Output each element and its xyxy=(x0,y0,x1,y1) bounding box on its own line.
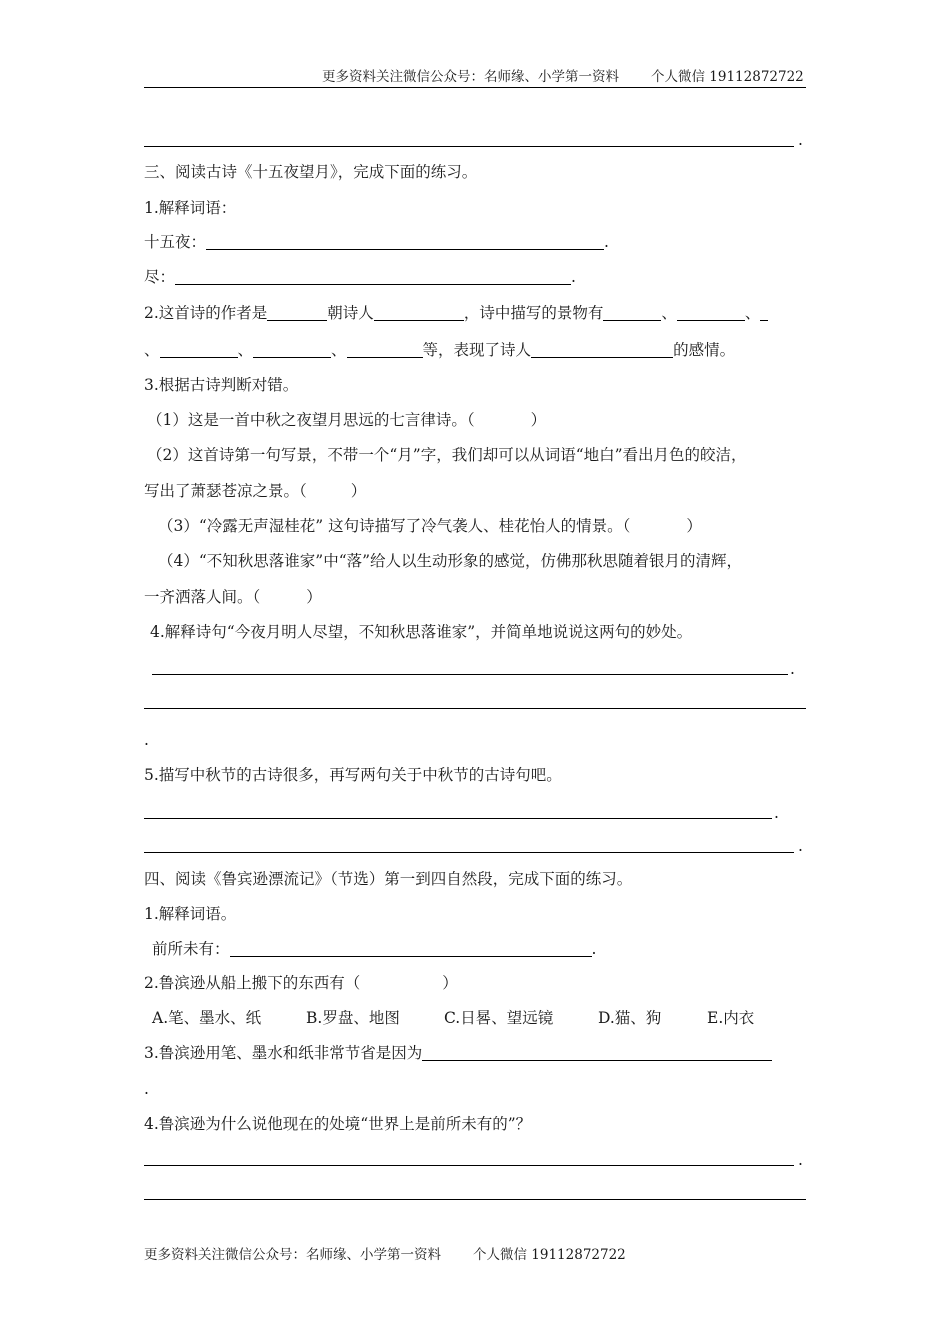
s3-q3-item2-line1: （2）这首诗第一句写景，不带一个“月”字，我们却可以从词语“地白”看出月色的皎洁， xyxy=(147,446,747,464)
option-b[interactable]: B.罗盘、地图 xyxy=(306,1009,400,1027)
s3-q3-item1 xyxy=(147,410,546,430)
s4-q2-label xyxy=(144,973,458,993)
s3-q4-label: 4.解释诗句“今夜月明人尽望，不知秋思落谁家”，并简单地说说这两句的妙处。 xyxy=(150,623,693,641)
footer-text: 更多资料关注微信公众号：名师缘、小学第一资料 xyxy=(144,1247,441,1263)
separator: 、 xyxy=(144,341,160,359)
page-footer xyxy=(144,1246,626,1264)
separator: 、 xyxy=(744,304,761,322)
scene-blank[interactable] xyxy=(677,304,745,321)
footer-contact: 个人微信 19112872722 xyxy=(473,1247,626,1263)
separator: 、 xyxy=(331,341,347,359)
term-label: 前所未有： xyxy=(152,940,230,958)
paren-close: ） xyxy=(530,411,547,429)
answer-line[interactable] xyxy=(152,674,788,675)
period-mark: . xyxy=(798,837,803,855)
s3-q2-line1 xyxy=(144,303,768,323)
q2-text: 2.这首诗的作者是 xyxy=(144,304,268,322)
s3-q2-line2 xyxy=(144,340,735,360)
s4-q1-label: 1.解释词语。 xyxy=(144,905,237,923)
item-text: 一齐洒落人间。（ xyxy=(144,588,261,606)
s4-q3-label xyxy=(144,1043,772,1063)
answer-line[interactable] xyxy=(144,708,806,709)
scene-blank[interactable] xyxy=(160,341,238,358)
header-rule xyxy=(144,87,806,88)
option-e[interactable]: E.内衣 xyxy=(707,1009,755,1027)
item-text: （1）这是一首中秋之夜望月思远的七言律诗。（ xyxy=(147,411,475,429)
dynasty-blank[interactable] xyxy=(267,304,327,321)
s3-q1-term2 xyxy=(144,267,576,287)
header-contact: 个人微信 19112872722 xyxy=(651,69,804,85)
separator: 、 xyxy=(661,304,677,322)
term2-label: 尽： xyxy=(144,268,176,286)
period-mark: . xyxy=(790,660,795,678)
poet-blank[interactable] xyxy=(374,304,464,321)
q2-text: 2.鲁滨逊从船上搬下的东西有（ xyxy=(144,974,361,992)
q2-text: 的感情。 xyxy=(673,341,736,359)
paren-close: ） xyxy=(686,517,702,535)
period-mark: . xyxy=(774,804,779,822)
s3-q1-term1 xyxy=(144,232,609,252)
scene-blank[interactable] xyxy=(347,341,423,358)
term2-blank[interactable] xyxy=(175,268,571,285)
s4-q4-label: 4.鲁滨逊为什么说他现在的处境“世界上是前所未有的”？ xyxy=(144,1115,532,1133)
answer-line[interactable] xyxy=(144,818,772,819)
page-header xyxy=(322,68,804,86)
separator: 、 xyxy=(237,341,254,359)
reason-blank[interactable] xyxy=(422,1044,772,1061)
q2-text: 朝诗人 xyxy=(327,304,374,322)
s3-q5-label: 5.描写中秋节的古诗很多，再写两句关于中秋节的古诗句吧。 xyxy=(144,766,562,784)
item-text: 写出了萧瑟苍凉之景。（ xyxy=(144,482,307,500)
feeling-blank[interactable] xyxy=(531,341,673,358)
paren-close: ） xyxy=(306,588,322,606)
period-mark: . xyxy=(604,233,609,251)
answer-line xyxy=(144,146,794,147)
q3-text: 3.鲁滨逊用笔、墨水和纸非常节省是因为 xyxy=(144,1044,423,1062)
paren-close: ） xyxy=(442,974,458,992)
paren-close: ） xyxy=(350,482,367,500)
scene-blank[interactable] xyxy=(253,341,331,358)
answer-line[interactable] xyxy=(144,852,794,853)
q2-text: 等，表现了诗人 xyxy=(422,341,532,359)
header-text: 更多资料关注微信公众号：名师缘、小学第一资料 xyxy=(322,69,619,85)
period-mark: . xyxy=(798,1151,803,1169)
term1-blank[interactable] xyxy=(206,233,604,250)
scene-blank[interactable] xyxy=(603,304,661,321)
s3-q1-label: 1.解释词语： xyxy=(144,199,237,217)
period-mark: . xyxy=(144,1080,149,1098)
s3-q3-item3 xyxy=(158,516,702,536)
term-blank[interactable] xyxy=(230,940,592,957)
s3-q3-item4-line2 xyxy=(144,587,322,607)
option-c[interactable]: C.日晷、望远镜 xyxy=(444,1009,554,1027)
s3-q3-item4-line1: （4）“不知秋思落谁家”中“落”给人以生动形象的感觉，仿佛那秋思随着银月的清辉， xyxy=(158,552,743,570)
option-d[interactable]: D.猫、狗 xyxy=(598,1009,662,1027)
section4-title: 四、阅读《鲁宾逊漂流记》（节选）第一到四自然段，完成下面的练习。 xyxy=(144,870,633,888)
section3-title: 三、阅读古诗《十五夜望月》，完成下面的练习。 xyxy=(144,163,478,181)
scene-blank[interactable] xyxy=(760,304,768,321)
q2-text: ，诗中描写的景物有 xyxy=(463,304,604,322)
s3-q3-item2-line2 xyxy=(144,481,366,501)
period-mark: . xyxy=(144,731,149,749)
s3-q3-label: 3.根据古诗判断对错。 xyxy=(144,376,299,394)
answer-line[interactable] xyxy=(144,1165,794,1166)
period-mark: . xyxy=(798,131,803,149)
option-a[interactable]: A.笔、墨水、纸 xyxy=(152,1009,262,1027)
answer-line[interactable] xyxy=(144,1199,806,1200)
s4-q1-term xyxy=(152,939,596,959)
term1-label: 十五夜： xyxy=(144,233,207,251)
period-mark: . xyxy=(591,940,597,958)
item-text: （3）“冷露无声湿桂花” 这句诗描写了冷气袭人、桂花怡人的情景。（ xyxy=(158,517,631,535)
period-mark: . xyxy=(571,268,576,286)
